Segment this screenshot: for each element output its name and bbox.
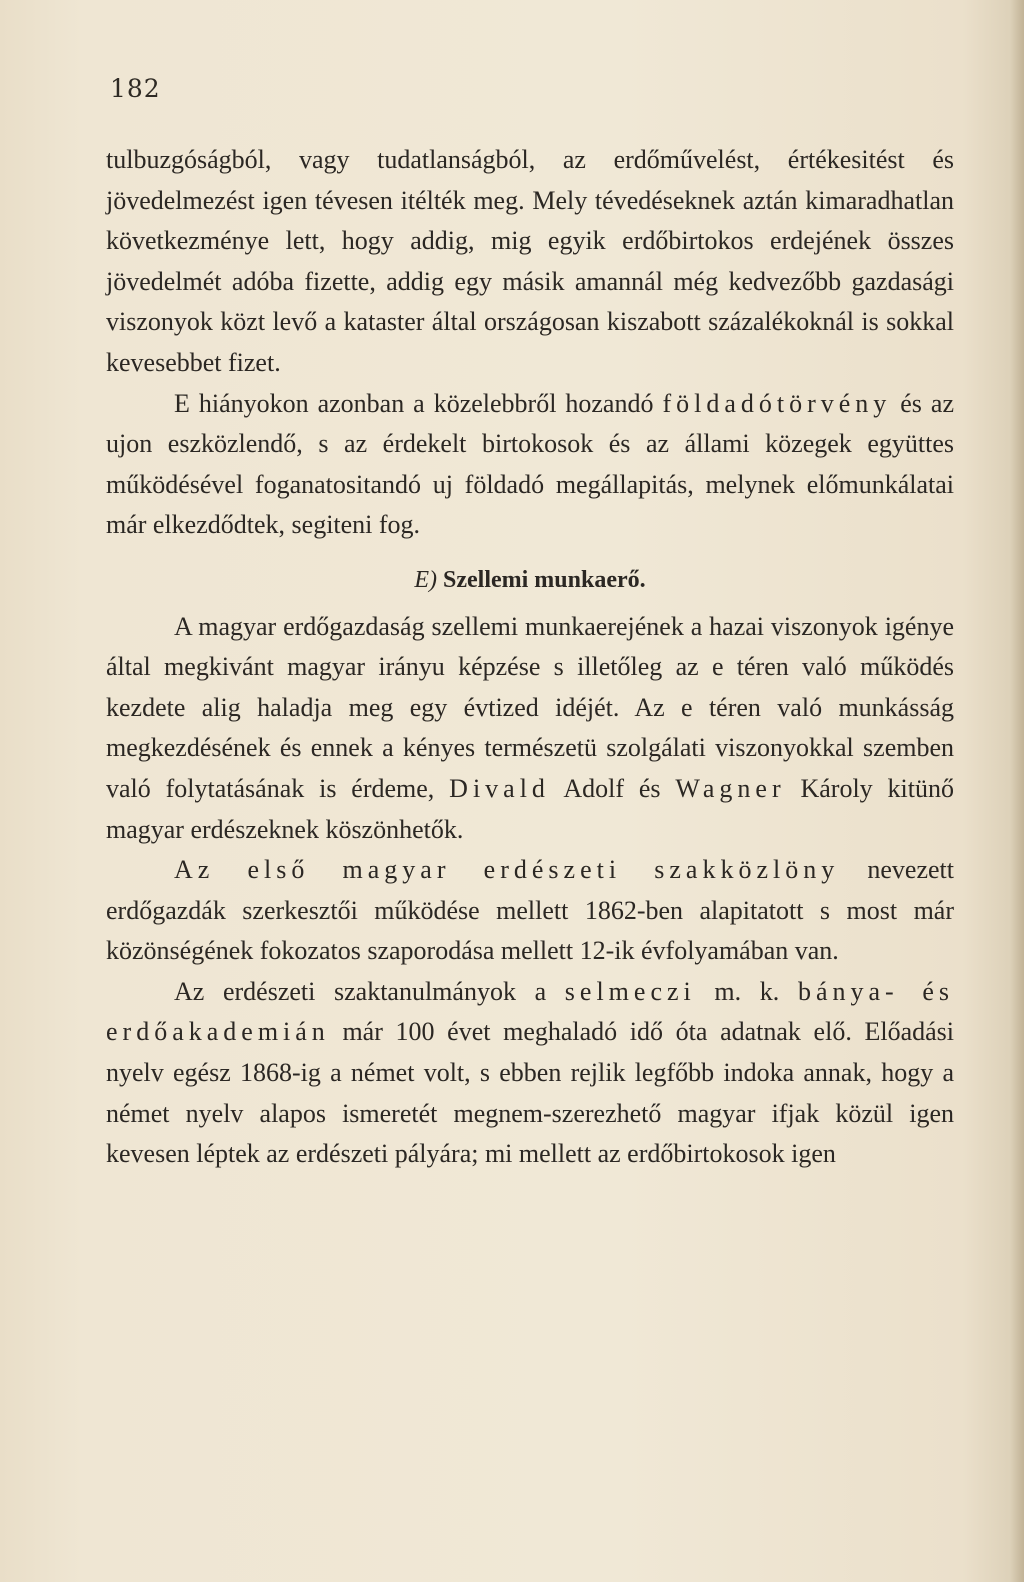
section-heading bbox=[106, 560, 954, 601]
paragraph-text: és az ujon eszközlendő, s az érdekelt birtokosok és az állami közegek együttes működésével foganatositandó uj földadó megállapitás, melynek előmunkálatai már elkezdődtek, segiteni fog. bbox=[106, 388, 954, 540]
paragraph-text: Adolf és bbox=[549, 773, 676, 803]
spaced-emphasis-text: Divald bbox=[449, 773, 550, 803]
paragraph-text: Az erdészeti szaktanulmányok a bbox=[174, 976, 565, 1006]
paragraph-text: már 100 évet meghaladó idő óta adatnak elő. Előadási nyelv egész 1868-ig a német volt, s ebben rejlik legfőbb indoka annak, hogy a német nyelv alapos ismeretét megnem-szerezhető magyar ifjak közül igen kevesen léptek az erdészeti pályára; mi mellett az erdőbirtokosok igen bbox=[106, 1017, 954, 1169]
paragraph-text: nevezett erdőgazdák szerkesztői működése mellett 1862-ben alapitatott s most már közönségének fokozatos szaporodása mellett 12-ik évfolyamában van. bbox=[106, 855, 955, 966]
spaced-emphasis-text: földadótörvény bbox=[662, 388, 892, 418]
page-number: 182 bbox=[110, 74, 161, 103]
paragraph-p4 bbox=[106, 850, 954, 972]
body-text bbox=[106, 140, 954, 1175]
spaced-emphasis-text: bánya- és erdőakademián bbox=[106, 976, 954, 1047]
paragraph-text: A magyar erdőgazdaság szellemi munkaerejének a hazai viszonyok igénye által megkivánt magyar irányu képzése s illetőleg az e téren való működés kezdete alig haladja meg egy évtized idéjét. Az e téren való munkásság megkezdésének és ennek a kényes természetü szolgálati viszonyokkal szemben való folytatásának is érdeme, bbox=[106, 611, 954, 803]
paragraph-text: m. k. bbox=[695, 976, 798, 1006]
section-heading-letter: E) bbox=[414, 566, 437, 593]
paragraphs-before-heading bbox=[106, 140, 954, 546]
paragraph-text: Károly kitünő magyar erdészeknek köszönhetők. bbox=[106, 773, 954, 844]
paragraphs-after-heading bbox=[106, 607, 954, 1175]
paragraph-p2 bbox=[106, 384, 954, 546]
spaced-emphasis-text: Az első magyar erdészeti szakközlöny bbox=[174, 855, 840, 885]
spaced-emphasis-text: selmeczi bbox=[564, 976, 696, 1006]
section-heading-title: Szellemi munkaerő. bbox=[443, 566, 646, 593]
spaced-emphasis-text: Wagner bbox=[675, 773, 786, 803]
paragraph-p3 bbox=[106, 607, 954, 851]
paragraph-p5 bbox=[106, 972, 954, 1175]
paragraph-text: E hiányokon azonban a közelebbről hozandó bbox=[174, 388, 663, 418]
paragraph-text: tulbuzgóságból, vagy tudatlanságból, az erdőművelést, értékesitést és jövedelmezést igen tévesen itélték meg. Mely tévedéseknek aztán kimaradhatlan következménye lett, hogy addig, mig egyik erdőbirtokos erdejének összes jövedelmét adóba fizette, addig egy másik amannál még kedvezőbb gazdasági viszonyok közt levő a kataster által országosan kiszabott százalékoknál is sokkal kevesebbet fizet. bbox=[106, 145, 954, 377]
paragraph-p1 bbox=[106, 140, 954, 384]
page-edge-shadow bbox=[1010, 0, 1024, 1582]
